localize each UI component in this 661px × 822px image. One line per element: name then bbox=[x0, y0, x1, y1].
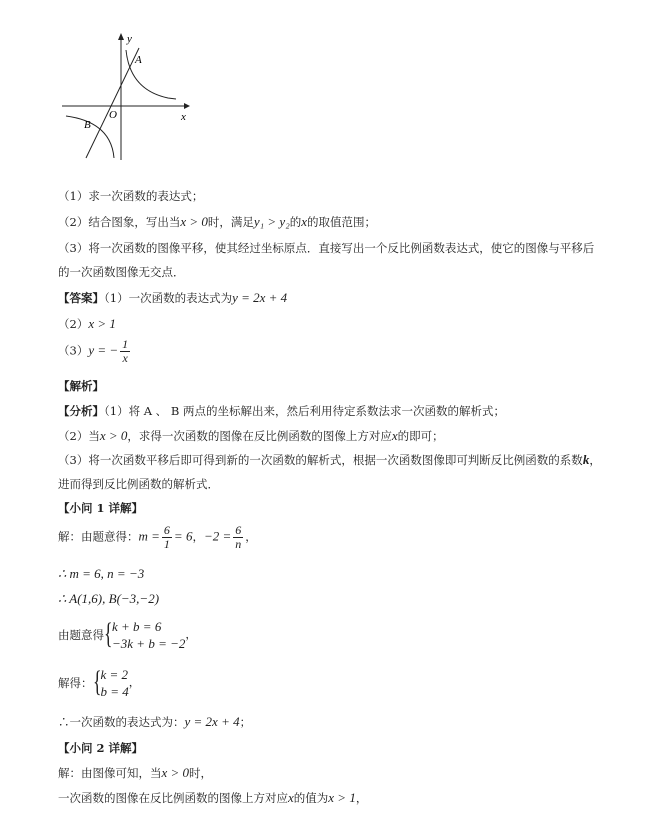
axis-label-y: y bbox=[127, 33, 132, 45]
point-label-a: A bbox=[135, 54, 142, 66]
point-label-b: B bbox=[84, 119, 91, 131]
equation-system-1: 由题意得 { k + b = 6 −3k + b = −2 ， bbox=[58, 617, 197, 651]
fraction: $\frac{6}{n}$ bbox=[235, 523, 242, 551]
hyperbola-branch-first-quadrant bbox=[126, 50, 176, 99]
analysis-1: 【分析】（1）将 A 、 B 两点的坐标解出来，然后利用待定系数法求一次函数的解析式； bbox=[58, 404, 505, 418]
axis-label-x: x bbox=[181, 111, 186, 123]
analysis-3-line-1: （3）将一次函数平移后即可得到新的一次函数的解析式，根据一次函数图像即可判断反比例函数的系数k， bbox=[58, 452, 601, 467]
question-3-line-2: 的一次函数图像无交点． bbox=[58, 265, 185, 279]
conclusion-1: ∴一次函数的表达式为：y = 2x + 4； bbox=[58, 714, 252, 729]
answer-2: （2）x > 1 bbox=[58, 316, 116, 331]
origin-label: O bbox=[109, 109, 117, 121]
solution-2: 解：由图像可知，当x > 0时， bbox=[58, 765, 213, 780]
equation-system: { k + b = 6 −3k + b = −2 bbox=[104, 617, 186, 651]
step-m-n: ∴ m = 6, n = −3 bbox=[58, 566, 145, 581]
analysis-heading: 【解析】 bbox=[58, 379, 104, 393]
function-graph bbox=[56, 30, 196, 165]
equation-system-2: 解得： { k = 2 b = 4 ， bbox=[58, 665, 141, 699]
analysis-2: （2）当x > 0，求得一次函数的图像在反比例函数的图像上方对应x的即可； bbox=[58, 428, 444, 443]
y-axis bbox=[118, 33, 124, 160]
linear-function-line bbox=[86, 48, 139, 158]
answer-3: （3）y = − $\frac{1}{x}$ bbox=[58, 337, 129, 365]
analysis-3-line-2: 进而得到反比例函数的解析式． bbox=[58, 477, 219, 491]
x-axis bbox=[62, 103, 190, 109]
question-1: （1）求一次函数的表达式； bbox=[58, 189, 204, 203]
subquestion-1-heading: 【小问 1 详解】 bbox=[58, 501, 144, 515]
answer-1: 【答案】（1）一次函数的表达式为y = 2x + 4 bbox=[58, 290, 288, 305]
solution-1-fractions: 解：由题意得：m = $\frac{6}{1}$ = 6，−2 = $\frac{6}{n}$ ， bbox=[58, 523, 257, 551]
subquestion-2-heading: 【小问 2 详解】 bbox=[58, 741, 144, 755]
answer-tag: 【答案】 bbox=[58, 291, 104, 305]
fraction: $\frac{6}{1}$ bbox=[163, 523, 170, 551]
equation-system: { k = 2 b = 4 bbox=[92, 665, 129, 699]
step-points: ∴ A(1,6), B(−3,−2) bbox=[58, 591, 160, 606]
question-3-line-1: （3）将一次函数的图像平移，使其经过坐标原点．直接写出一个反比例函数表达式，使它的图像与平移后 bbox=[58, 241, 595, 255]
solution-2-result: 一次函数的图像在反比例函数的图像上方对应x的值为x > 1， bbox=[58, 790, 368, 805]
fraction: $\frac{1}{x}$ bbox=[122, 337, 129, 365]
question-2: （2）结合图象，写出当x > 0时，满足y₁ > y₂的x的取值范围； bbox=[58, 214, 377, 229]
